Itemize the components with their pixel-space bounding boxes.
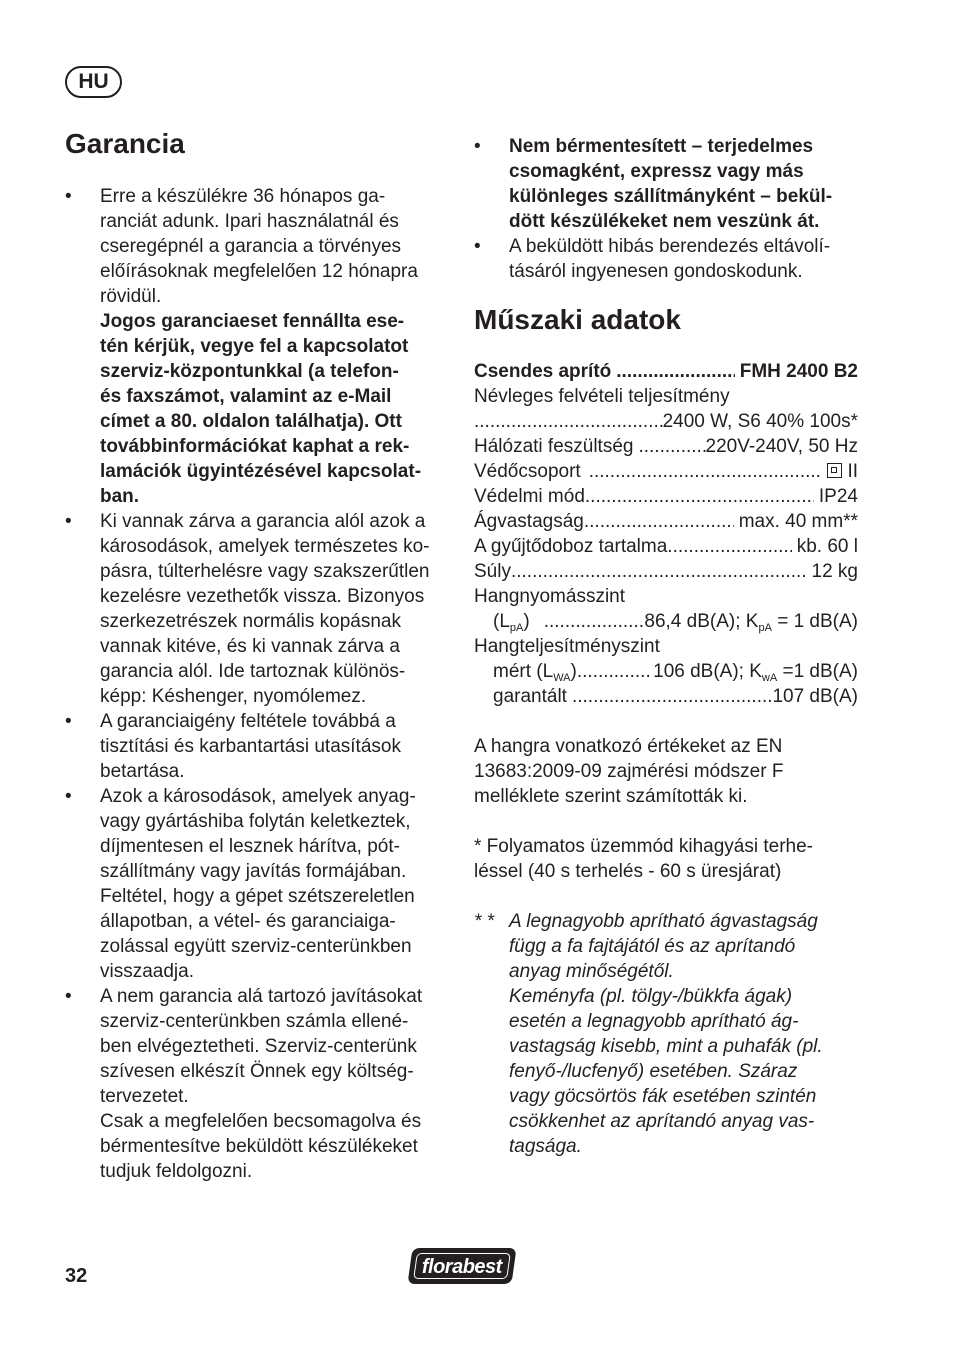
text-line: visszaadja. — [100, 961, 194, 982]
text-line: tudjuk feldolgozni. — [100, 1161, 253, 1182]
text-line: A nem garancia alá tartozó javításokat — [100, 986, 423, 1007]
spec-label: Ágvastagság — [474, 511, 584, 532]
text-line: pásra, túlterhelésre vagy szakszerűtlen — [100, 561, 430, 582]
leader-dots — [638, 434, 705, 459]
spec-value: 2400 W, S6 40% 100s* — [662, 411, 858, 432]
bullet-disposal — [474, 234, 858, 284]
spec-label: Névleges felvételi teljesítmény — [474, 386, 730, 407]
text-line: Azok a károsodások, amelyek anyag- — [100, 786, 416, 807]
spec-label: Súly — [474, 561, 511, 582]
spec-row-product — [474, 359, 858, 384]
note-footnote-double-star — [474, 909, 858, 1159]
text-line: Erre a készülékre 36 hónapos ga- — [100, 186, 386, 207]
text-line: károsodások, amelyek természetes ko- — [100, 536, 430, 557]
spec-label: garantált — [493, 686, 567, 707]
spec-row-branch — [474, 509, 858, 534]
bullet-unpaid-shipments — [474, 134, 858, 234]
footnote-mark: * * — [474, 911, 495, 932]
logo-text: florabest — [421, 1256, 502, 1278]
bullet-icon: • — [65, 511, 72, 532]
bullet-exclusions — [65, 509, 450, 709]
bullet-icon: • — [474, 136, 481, 157]
text-line: szerkezetrészek normális kopásnak — [100, 611, 401, 632]
text-line: szerviz-centerünkben számla ellené- — [100, 1011, 409, 1032]
spec-label: Védelmi mód — [474, 486, 585, 507]
spec-value: 107 dB(A) — [772, 686, 858, 707]
text-line: Keményfa (pl. tölgy-/bükkfa ágak) — [509, 986, 793, 1007]
bullet-warranty-period — [65, 184, 450, 509]
leader-dots — [572, 684, 773, 709]
text-line: cseregépnél a garancia a törvényes — [100, 236, 402, 257]
bullet-icon: • — [65, 186, 72, 207]
bullet-icon: • — [65, 711, 72, 732]
spec-value: IP24 — [818, 486, 858, 507]
text-line: tisztítási és karbantartási utasítások — [100, 736, 401, 757]
spec-row-sound-power-label — [474, 634, 858, 659]
text-line-bold: tén kérjük, vegye fel a kapcsolatot — [100, 336, 409, 357]
florabest-logo — [407, 1248, 516, 1284]
text-line: fenyő-/lucfenyő) esetében. Száraz — [509, 1061, 798, 1082]
spec-row-voltage — [474, 434, 858, 459]
text-line: vastagság kisebb, mint a puhafák (pl. — [509, 1036, 823, 1057]
text-line: képp: Késhenger, nyomólemez. — [100, 686, 367, 707]
garancia-title: Garancia — [65, 128, 185, 159]
bullet-icon: • — [474, 236, 481, 257]
text-line: A legnagyobb aprítható ágvastagság — [509, 911, 818, 932]
leader-dots — [544, 609, 645, 634]
spec-row-protection-class — [474, 459, 858, 484]
spec-row-sound-power-measured — [474, 659, 858, 684]
text-line: szállítmány vagy javítás formájában. — [100, 861, 407, 882]
text-line: vagy göcsörtös fák esetében szintén — [509, 1086, 817, 1107]
spec-row-sound-pressure — [474, 609, 858, 634]
spec-value: 12 kg — [811, 561, 858, 582]
text-line: 13683:2009-09 zajmérési módszer F — [474, 761, 784, 782]
text-line: vagy gyártáshiba folytán keletkeztek, — [100, 811, 411, 832]
spec-value: 220V-240V, 50 Hz — [705, 436, 858, 457]
text-line: kezelésre vezethetők vissza. Bizonyos — [100, 586, 425, 607]
leader-dots — [589, 459, 822, 484]
note-footnote-star — [474, 834, 813, 884]
text-line: ranciát adunk. Ipari használatnál és — [100, 211, 399, 232]
language-badge: HU — [65, 66, 122, 98]
spec-row-sound-pressure-label — [474, 584, 858, 609]
text-line: vannak kitéve, és ki vannak zárva a — [100, 636, 400, 657]
bullet-defects — [65, 784, 450, 984]
text-line: bérmentesítve beküldött készülékeket — [100, 1136, 418, 1157]
spec-value: 106 dB(A); $K_{wA} =1$ dB(A) — [653, 661, 858, 684]
spec-label: A gyűjtődoboz tartalma — [474, 536, 668, 557]
text-line: melléklete szerint számították ki. — [474, 786, 748, 807]
text-line: A hangra vonatkozó értékeket az EN — [474, 736, 783, 757]
leader-dots — [616, 359, 734, 384]
text-line: ben elvégeztetheti. Szerviz-centerünk — [100, 1036, 417, 1057]
spec-label: $(L_{pA})$ — [493, 611, 530, 634]
text-line: szívesen elkészít Önnek egy költség- — [100, 1061, 414, 1082]
text-line: zolással együtt szerviz-centerünkben — [100, 936, 412, 957]
muszaki-adatok-title: Műszaki adatok — [474, 304, 681, 335]
bullet-maintenance — [65, 709, 450, 784]
text-line: A garanciaigény feltétele továbbá a — [100, 711, 396, 732]
bullet-paid-repairs — [65, 984, 450, 1184]
leader-dots — [511, 559, 807, 584]
text-line-bold: Jogos garanciaeset fennállta ese- — [100, 311, 405, 332]
page-number: 32 — [65, 1265, 88, 1287]
spec-label: Védőcsoport — [474, 461, 581, 482]
text-line-bold: címet a 80. oldalon találhatja). Ott — [100, 411, 402, 432]
text-line: állapotban, a vétel- és garanciaiga- — [100, 911, 396, 932]
text-line-bold: szerviz-központunkkal (a telefon- — [100, 361, 399, 382]
double-insulation-icon — [827, 463, 842, 478]
text-line: tagsága. — [509, 1136, 582, 1157]
text-line-bold: ban. — [100, 486, 140, 507]
text-line: * Folyamatos üzemmód kihagyási terhe- — [474, 836, 813, 857]
spec-table — [474, 359, 858, 709]
text-line: rövidül. — [100, 286, 162, 307]
text-line: esetén a legnagyobb aprítható ág- — [509, 1011, 799, 1032]
text-line: Ki vannak zárva a garancia alól azok a — [100, 511, 426, 532]
text-line: tásáról ingyenesen gondoskodunk. — [509, 261, 803, 282]
spec-value: II — [827, 459, 858, 484]
text-line-bold: csomagként, expressz vagy más — [509, 161, 804, 182]
leader-dots — [474, 409, 663, 434]
spec-row-sound-power-guaranteed — [474, 684, 858, 709]
leader-dots — [585, 484, 814, 509]
text-line: előírásoknak megfelelően 12 hónapra — [100, 261, 418, 282]
text-line: csökkenhet az aprítandó anyag vas- — [509, 1111, 815, 1132]
leader-dots — [584, 509, 734, 534]
spec-value: kb. 60 l — [796, 536, 858, 557]
text-line: A beküldött hibás berendezés eltávolí- — [509, 236, 831, 257]
spec-value: max. 40 mm** — [738, 511, 858, 532]
text-line: betartása. — [100, 761, 185, 782]
leader-dots — [667, 534, 791, 559]
note-en-standard — [474, 734, 783, 809]
bullet-icon: • — [65, 786, 72, 807]
spec-row-box — [474, 534, 858, 559]
text-line-bold: különleges szállítmányként – bekül- — [509, 186, 833, 207]
text-line: Csak a megfelelően becsomagolva és — [100, 1111, 422, 1132]
spec-row-power-label — [474, 384, 858, 409]
spec-label: Hangnyomásszint — [474, 586, 626, 607]
spec-row-weight — [474, 559, 858, 584]
text-line: garancia alól. Ide tartoznak különös- — [100, 661, 406, 682]
text-line: díjmentesen el lesznek hárítva, pót- — [100, 836, 400, 857]
spec-row-power — [474, 409, 858, 434]
leader-dots — [577, 659, 649, 684]
text-line: Feltétel, hogy a gépet szétszereletlen — [100, 886, 415, 907]
text-line-bold: továbbinformációkat kaphat a rek- — [100, 436, 410, 457]
spec-value: 86,4 dB(A); $K_{pA} = 1$ dB(A) — [644, 611, 858, 634]
text-line: anyag minőségétől. — [509, 961, 674, 982]
text-line-bold: és faxszámot, valamint az e-Mail — [100, 386, 392, 407]
spec-label: mért $(L_{WA})$ — [493, 661, 577, 684]
text-line: tervezetet. — [100, 1086, 189, 1107]
text-line-bold: Nem bérmentesített – terjedelmes — [509, 136, 814, 157]
text-line: léssel (40 s terhelés - 60 s üresjárat) — [474, 861, 782, 882]
spec-row-ip — [474, 484, 858, 509]
spec-value: FMH 2400 B2 — [739, 361, 858, 382]
bullet-icon: • — [65, 986, 72, 1007]
spec-label: Csendes aprító — [474, 361, 612, 382]
spec-label: Hálózati feszültség — [474, 436, 634, 457]
spec-label: Hangteljesítményszint — [474, 636, 660, 657]
text-line: függ a fa fajtájától és az aprítandó — [509, 936, 796, 957]
text-line-bold: lamációk ügyintézésével kapcsolat- — [100, 461, 422, 482]
text-line-bold: dött készülékeket nem veszünk át. — [509, 211, 820, 232]
